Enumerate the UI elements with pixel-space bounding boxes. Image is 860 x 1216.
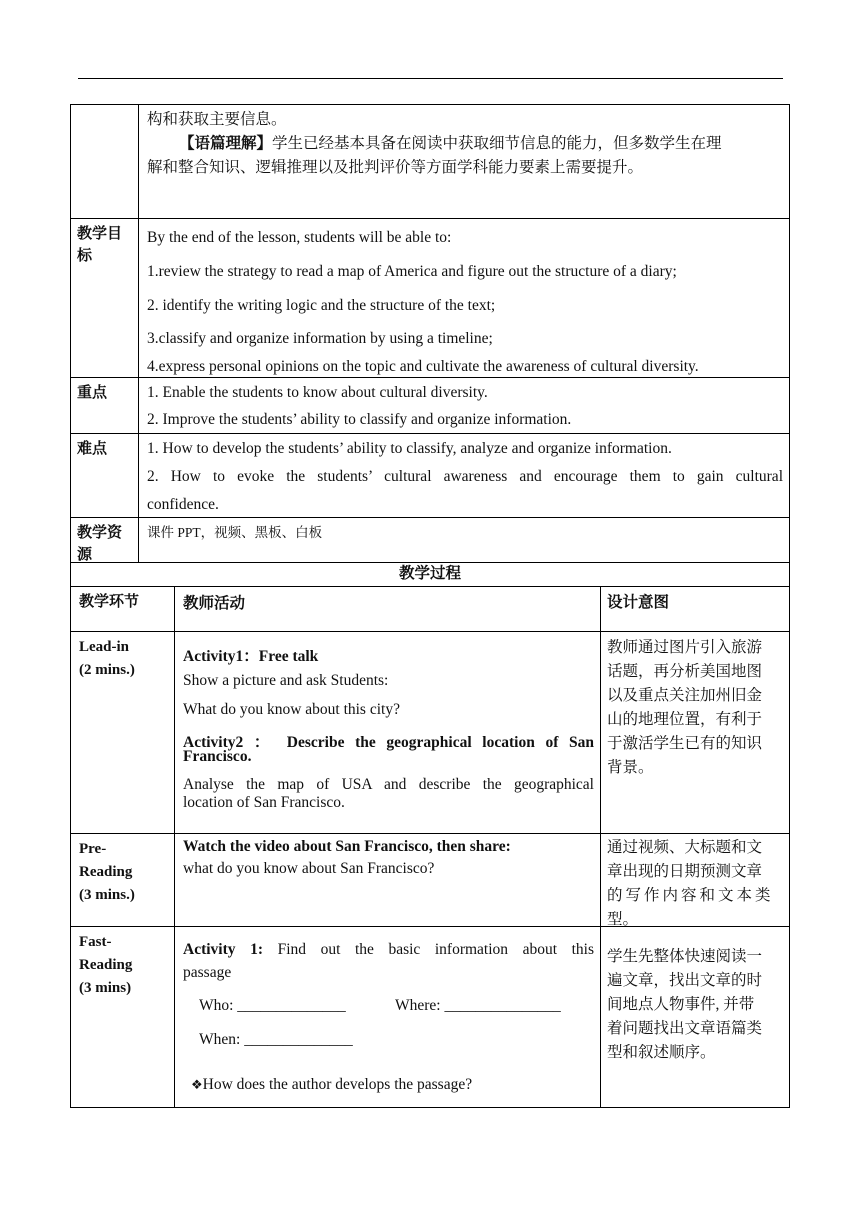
analysis-line-1: 构和获取主要信息。 [147,111,287,128]
intent-line: 型和叙述顺序。 [607,1044,716,1061]
activity1-line: Show a picture and ask Students: [183,672,389,689]
leadin-activities [175,632,601,833]
intent-line: 学生先整体快速阅读一 [607,948,763,965]
leadin-stage: Lead-in [79,639,130,655]
teacher-header-cell [175,587,601,631]
key-point-item: 2. Improve the students’ ability to classify and organize information. [147,411,572,428]
difficulties-content [139,434,789,517]
intent-header: 设计意图 [607,594,670,611]
prereading-row [70,834,790,927]
leadin-duration: (2 mins.) [79,662,135,678]
process-title: 教学过程 [398,565,461,582]
intent-line: 于激活学生已有的知识 [607,735,763,752]
lesson-plan-table [70,104,790,1108]
analysis-row [70,104,790,219]
intent-line: 以及重点关注加州旧金 [607,687,763,704]
where-blank: Where: _______________ [395,997,561,1014]
fastreading-activity1-cont: passage [183,964,232,981]
leadin-row [70,632,790,834]
intent-line: 通过视频、大标题和文 [607,839,763,856]
analysis-label-cell [71,105,139,218]
activity2-title-cont: Francisco. [183,748,252,765]
teacher-header: 教师活动 [183,595,246,612]
intent-line: 遍文章，找出文章的时 [607,972,763,989]
activity1-line: What do you know about this city? [183,701,400,718]
prereading-activities [175,834,601,926]
stage-header: 教学环节 [71,587,175,631]
objectives-label: 教学目标 [71,219,139,377]
fastreading-intent [601,927,789,1107]
resources-label: 教学资源 [71,518,139,562]
difficulties-row [70,434,790,518]
activity2-title: Activity2 ： Describe the geographical location of San [183,734,594,751]
activity1-title: Activity1：Free talk [183,648,319,665]
intent-line: 话题，再分析美国地图 [607,663,763,680]
analysis-line-2: 【语篇理解】学生已经基本具备在阅读中获取细节信息的能力，但多数学生在理 [179,135,722,152]
fastreading-duration: (3 mins) [79,980,132,996]
difficulty-item-cont: confidence. [147,496,219,513]
process-header-row [70,587,790,632]
objectives-intro: By the end of the lesson, students will be able to: [147,229,452,246]
intent-line: 型。 [607,911,639,928]
prereading-stage-cell [71,834,175,926]
text-analysis-heading: 【语篇理解】 [179,135,273,152]
objectives-content [139,219,789,377]
objective-item: 2. identify the writing logic and the structure of the text; [147,297,496,314]
who-blank: Who: ______________ [199,997,346,1014]
key-points-row [70,378,790,434]
difficulty-item: 2. How to evoke the students’ cultural awareness and encourage them to gain cultural [147,468,783,485]
resources-row [70,518,790,563]
fastreading-stage: Fast- [79,934,112,950]
intent-line: 的写作内容和文本类 [607,887,774,904]
fastreading-activities [175,927,601,1107]
analysis-content-cell [139,105,789,218]
intent-line: 间地点人物事件, 并带 [607,996,755,1013]
fastreading-stage: Reading [79,957,133,973]
objective-item: 1.review the strategy to read a map of America and figure out the structure of a diary; [147,263,677,280]
key-points-content [139,378,789,433]
prereading-line: what do you know about San Francisco? [183,860,435,877]
objective-item: 3.classify and organize information by using a timeline; [147,330,493,347]
objectives-row [70,219,790,378]
prereading-stage: Reading [79,864,133,880]
fastreading-stage-cell [71,927,175,1107]
objective-item: 4.express personal opinions on the topic and cultivate the awareness of cultural diversity. [147,358,699,375]
key-points-label: 重点 [71,378,139,433]
difficulty-item: 1. How to develop the students’ ability to classify, analyze and organize information. [147,440,672,457]
process-title-row [70,563,790,587]
intent-line: 背景。 [607,759,654,776]
intent-line: 山的地理位置，有利于 [607,711,763,728]
analysis-line-3: 解和整合知识、逻辑推理以及批判评价等方面学科能力要素上需要提升。 [147,159,644,176]
prereading-intent [601,834,789,926]
intent-line: 教师通过图片引入旅游 [607,639,763,656]
resources-content [139,518,789,562]
header-rule [78,78,783,79]
diamond-bullet-icon: ❖ [191,1078,203,1093]
prereading-stage: Pre- [79,841,107,857]
prereading-duration: (3 mins.) [79,887,135,903]
intent-line: 着问题找出文章语篇类 [607,1020,763,1037]
leadin-intent [601,632,789,833]
fastreading-row [70,927,790,1108]
key-point-item: 1. Enable the students to know about cultural diversity. [147,384,488,401]
leadin-stage-cell [71,632,175,833]
intent-line: 章出现的日期预测文章 [607,863,763,880]
resources-text: 课件 PPT，视频、黑板、白板 [147,525,323,540]
prereading-title: Watch the video about San Francisco, then share: [183,838,511,855]
question-line: ❖How does the author develops the passage? [191,1076,473,1093]
fastreading-activity1: Activity 1: Find out the basic information about this [183,941,595,958]
activity2-line: location of San Francisco. [183,794,345,811]
when-blank: When: ______________ [199,1031,353,1048]
activity2-line: Analyse the map of USA and describe the geographical [183,776,594,793]
difficulties-label: 难点 [71,434,139,517]
